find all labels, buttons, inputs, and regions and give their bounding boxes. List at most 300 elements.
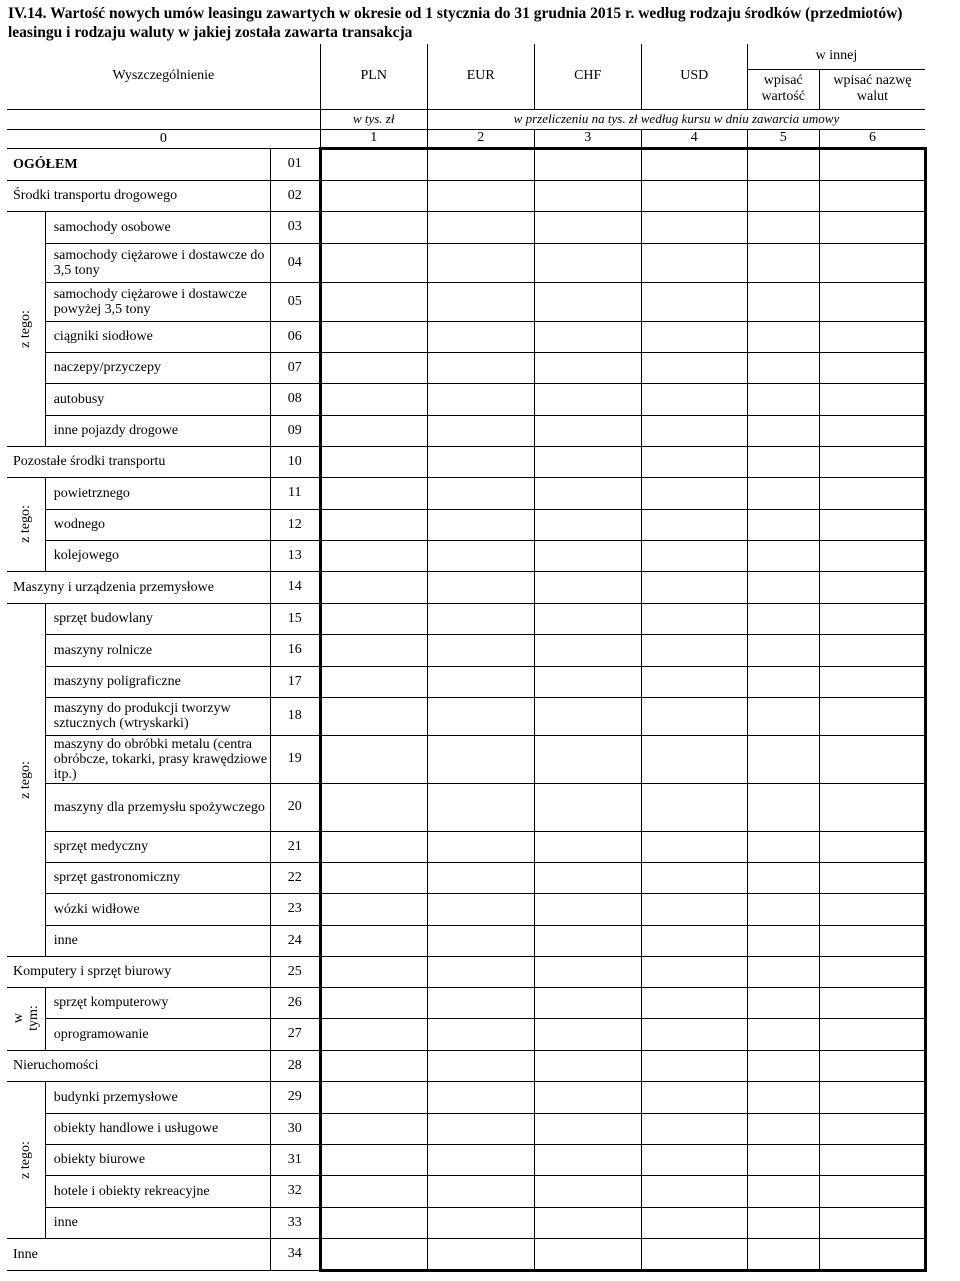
group-label bbox=[7, 1081, 45, 1238]
col-num-3: 3 bbox=[534, 129, 641, 148]
data-cell-col-2[interactable] bbox=[427, 243, 534, 282]
data-cell-col-4[interactable] bbox=[641, 415, 747, 446]
data-cell-col-1[interactable] bbox=[320, 446, 427, 477]
data-cell-col-3[interactable] bbox=[534, 987, 641, 1018]
data-cell-col-4[interactable] bbox=[641, 893, 747, 925]
row-label: sprzęt komputerowy bbox=[45, 987, 270, 1018]
data-cell-col-3[interactable] bbox=[534, 148, 641, 180]
data-cell-col-5[interactable] bbox=[747, 697, 819, 735]
data-cell-col-1[interactable] bbox=[320, 383, 427, 415]
data-cell-col-4[interactable] bbox=[641, 1081, 747, 1113]
row-code: 08 bbox=[270, 383, 320, 415]
row-label: maszyny rolnicze bbox=[45, 634, 270, 666]
data-cell-col-4[interactable] bbox=[641, 1175, 747, 1207]
data-cell-col-6[interactable] bbox=[819, 282, 925, 321]
data-cell-col-6[interactable] bbox=[819, 1207, 925, 1238]
col-num-5: 5 bbox=[747, 129, 819, 148]
data-cell-col-1[interactable] bbox=[320, 831, 427, 862]
data-cell-col-2[interactable] bbox=[427, 180, 534, 211]
data-cell-col-5[interactable] bbox=[747, 571, 819, 603]
data-cell-col-4[interactable] bbox=[641, 1050, 747, 1081]
data-cell-col-2[interactable] bbox=[427, 415, 534, 446]
data-cell-col-1[interactable] bbox=[320, 634, 427, 666]
data-cell-col-2[interactable] bbox=[427, 893, 534, 925]
data-cell-col-6[interactable] bbox=[819, 893, 925, 925]
row-label: wózki widłowe bbox=[45, 893, 270, 925]
row-label: autobusy bbox=[45, 383, 270, 415]
group-label-text: z tego: bbox=[17, 760, 33, 799]
row-label: obiekty handlowe i usługowe bbox=[45, 1113, 270, 1144]
row-label: maszyny dla przemysłu spożywczego bbox=[45, 783, 270, 831]
data-cell-col-5[interactable] bbox=[747, 1144, 819, 1175]
table-row bbox=[7, 735, 925, 783]
data-cell-col-6[interactable] bbox=[819, 477, 925, 509]
data-cell-col-2[interactable] bbox=[427, 1081, 534, 1113]
group-label bbox=[7, 477, 45, 571]
data-cell-col-3[interactable] bbox=[534, 571, 641, 603]
data-cell-col-2[interactable] bbox=[427, 634, 534, 666]
data-cell-col-1[interactable] bbox=[320, 925, 427, 956]
data-cell-col-1[interactable] bbox=[320, 862, 427, 893]
row-label: maszyny poligraficzne bbox=[45, 666, 270, 697]
data-cell-col-6[interactable] bbox=[819, 321, 925, 352]
data-cell-col-3[interactable] bbox=[534, 1018, 641, 1050]
group-label-text: z tego: bbox=[17, 309, 33, 348]
data-cell-col-2[interactable] bbox=[427, 831, 534, 862]
data-cell-col-1[interactable] bbox=[320, 211, 427, 243]
data-cell-col-5[interactable] bbox=[747, 383, 819, 415]
data-cell-col-1[interactable] bbox=[320, 1018, 427, 1050]
unit-other: w przeliczeniu na tys. zł według kursu w dniu zawarcia umowy bbox=[427, 109, 925, 129]
table-row bbox=[7, 180, 925, 211]
data-cell-col-2[interactable] bbox=[427, 603, 534, 634]
data-cell-col-1[interactable] bbox=[320, 540, 427, 571]
data-cell-col-3[interactable] bbox=[534, 697, 641, 735]
data-cell-col-3[interactable] bbox=[534, 446, 641, 477]
table-row bbox=[7, 415, 925, 446]
data-cell-col-2[interactable] bbox=[427, 282, 534, 321]
row-label: Komputery i sprzęt biurowy bbox=[7, 956, 270, 987]
data-cell-col-6[interactable] bbox=[819, 352, 925, 383]
table-row bbox=[7, 783, 925, 831]
row-label: naczepy/przyczepy bbox=[45, 352, 270, 383]
data-cell-col-2[interactable] bbox=[427, 1050, 534, 1081]
row-code: 07 bbox=[270, 352, 320, 383]
data-cell-col-5[interactable] bbox=[747, 446, 819, 477]
row-code: 14 bbox=[270, 571, 320, 603]
table-row bbox=[7, 925, 925, 956]
data-cell-col-1[interactable] bbox=[320, 956, 427, 987]
row-code: 04 bbox=[270, 243, 320, 282]
data-cell-col-3[interactable] bbox=[534, 925, 641, 956]
data-cell-col-5[interactable] bbox=[747, 148, 819, 180]
data-cell-col-2[interactable] bbox=[427, 987, 534, 1018]
table-row bbox=[7, 352, 925, 383]
row-code: 06 bbox=[270, 321, 320, 352]
group-label-text: z tego: bbox=[17, 505, 33, 543]
data-cell-col-1[interactable] bbox=[320, 180, 427, 211]
row-label: inne bbox=[45, 925, 270, 956]
data-cell-col-3[interactable] bbox=[534, 1081, 641, 1113]
row-code: 26 bbox=[270, 987, 320, 1018]
row-label: samochody ciężarowe i dostawcze do 3,5 tony bbox=[45, 243, 270, 282]
table-row bbox=[7, 540, 925, 571]
data-cell-col-4[interactable] bbox=[641, 383, 747, 415]
data-cell-col-6[interactable] bbox=[819, 1050, 925, 1081]
data-cell-col-6[interactable] bbox=[819, 987, 925, 1018]
data-cell-col-3[interactable] bbox=[534, 383, 641, 415]
table-row bbox=[7, 697, 925, 735]
data-cell-col-6[interactable] bbox=[819, 1144, 925, 1175]
data-cell-col-2[interactable] bbox=[427, 1175, 534, 1207]
data-cell-col-2[interactable] bbox=[427, 697, 534, 735]
data-cell-col-1[interactable] bbox=[320, 1050, 427, 1081]
table-row bbox=[7, 571, 925, 603]
table-title: IV.14. Wartość nowych umów leasingu zawartych w okresie od 1 stycznia do 31 grudnia 2015 r. według rodzaju środków (przedmiotów) leasingu i rodzaju waluty w jakiej została zawarta transakcja bbox=[8, 5, 903, 41]
data-cell-col-1[interactable] bbox=[320, 1207, 427, 1238]
data-cell-col-4[interactable] bbox=[641, 634, 747, 666]
data-cell-col-3[interactable] bbox=[534, 783, 641, 831]
table-row bbox=[7, 477, 925, 509]
table-row bbox=[7, 446, 925, 477]
table-row bbox=[7, 956, 925, 987]
col-num-6: 6 bbox=[819, 129, 925, 148]
row-label: sprzęt medyczny bbox=[45, 831, 270, 862]
data-cell-col-4[interactable] bbox=[641, 862, 747, 893]
spec-header: Wyszczególnienie bbox=[7, 44, 320, 109]
data-cell-col-4[interactable] bbox=[641, 243, 747, 282]
group-label bbox=[7, 603, 45, 956]
data-cell-col-1[interactable] bbox=[320, 282, 427, 321]
data-cell-col-5[interactable] bbox=[747, 1018, 819, 1050]
data-cell-col-1[interactable] bbox=[320, 243, 427, 282]
data-cell-col-4[interactable] bbox=[641, 477, 747, 509]
data-cell-col-5[interactable] bbox=[747, 987, 819, 1018]
row-code: 24 bbox=[270, 925, 320, 956]
data-cell-col-1[interactable] bbox=[320, 415, 427, 446]
data-cell-col-2[interactable] bbox=[427, 1238, 534, 1270]
data-cell-col-4[interactable] bbox=[641, 987, 747, 1018]
data-cell-col-5[interactable] bbox=[747, 1081, 819, 1113]
row-label: Środki transportu drogowego bbox=[7, 180, 270, 211]
data-cell-col-4[interactable] bbox=[641, 571, 747, 603]
data-cell-col-2[interactable] bbox=[427, 925, 534, 956]
row-label: Pozostałe środki transportu bbox=[7, 446, 270, 477]
data-cell-col-2[interactable] bbox=[427, 1018, 534, 1050]
data-cell-col-5[interactable] bbox=[747, 509, 819, 540]
data-cell-col-3[interactable] bbox=[534, 509, 641, 540]
data-cell-col-3[interactable] bbox=[534, 540, 641, 571]
data-cell-col-1[interactable] bbox=[320, 321, 427, 352]
data-cell-col-1[interactable] bbox=[320, 1144, 427, 1175]
data-cell-col-2[interactable] bbox=[427, 446, 534, 477]
row-label: ciągniki siodłowe bbox=[45, 321, 270, 352]
data-cell-col-4[interactable] bbox=[641, 211, 747, 243]
data-cell-col-3[interactable] bbox=[534, 211, 641, 243]
data-cell-col-1[interactable] bbox=[320, 571, 427, 603]
col-num-1: 1 bbox=[320, 129, 427, 148]
data-cell-col-4[interactable] bbox=[641, 540, 747, 571]
table-row bbox=[7, 666, 925, 697]
data-cell-col-2[interactable] bbox=[427, 1207, 534, 1238]
data-cell-col-3[interactable] bbox=[534, 1175, 641, 1207]
data-cell-col-4[interactable] bbox=[641, 783, 747, 831]
data-cell-col-6[interactable] bbox=[819, 925, 925, 956]
data-cell-col-1[interactable] bbox=[320, 987, 427, 1018]
data-cell-col-6[interactable] bbox=[819, 783, 925, 831]
data-cell-col-5[interactable] bbox=[747, 1113, 819, 1144]
table-row bbox=[7, 282, 925, 321]
data-cell-col-2[interactable] bbox=[427, 956, 534, 987]
data-cell-col-5[interactable] bbox=[747, 831, 819, 862]
row-code: 32 bbox=[270, 1175, 320, 1207]
data-cell-col-3[interactable] bbox=[534, 956, 641, 987]
table-row bbox=[7, 1081, 925, 1113]
row-code: 05 bbox=[270, 282, 320, 321]
data-cell-col-3[interactable] bbox=[534, 893, 641, 925]
data-cell-col-5[interactable] bbox=[747, 321, 819, 352]
data-cell-col-1[interactable] bbox=[320, 603, 427, 634]
data-cell-col-1[interactable] bbox=[320, 148, 427, 180]
row-label: samochody osobowe bbox=[45, 211, 270, 243]
data-cell-col-4[interactable] bbox=[641, 352, 747, 383]
data-cell-col-6[interactable] bbox=[819, 831, 925, 862]
row-label: maszyny do obróbki metalu (centra obróbcze, tokarki, prasy krawędziowe itp.) bbox=[45, 735, 270, 783]
data-cell-col-1[interactable] bbox=[320, 666, 427, 697]
data-cell-col-3[interactable] bbox=[534, 634, 641, 666]
row-label: wodnego bbox=[45, 509, 270, 540]
data-cell-col-5[interactable] bbox=[747, 282, 819, 321]
data-cell-col-1[interactable] bbox=[320, 509, 427, 540]
data-cell-col-2[interactable] bbox=[427, 477, 534, 509]
row-label: Inne bbox=[7, 1238, 270, 1270]
data-cell-col-6[interactable] bbox=[819, 956, 925, 987]
data-cell-col-2[interactable] bbox=[427, 1113, 534, 1144]
data-cell-col-4[interactable] bbox=[641, 1207, 747, 1238]
data-cell-col-4[interactable] bbox=[641, 956, 747, 987]
data-cell-col-4[interactable] bbox=[641, 666, 747, 697]
data-cell-col-2[interactable] bbox=[427, 571, 534, 603]
data-cell-col-6[interactable] bbox=[819, 1018, 925, 1050]
data-cell-col-2[interactable] bbox=[427, 383, 534, 415]
data-cell-col-1[interactable] bbox=[320, 1081, 427, 1113]
data-cell-col-2[interactable] bbox=[427, 735, 534, 783]
data-cell-col-5[interactable] bbox=[747, 415, 819, 446]
data-cell-col-6[interactable] bbox=[819, 1113, 925, 1144]
data-cell-col-5[interactable] bbox=[747, 540, 819, 571]
row-label: maszyny do produkcji tworzyw sztucznych (wtryskarki) bbox=[45, 697, 270, 735]
other-currency-header: w innej bbox=[747, 44, 925, 69]
data-cell-col-6[interactable] bbox=[819, 383, 925, 415]
data-cell-col-6[interactable] bbox=[819, 540, 925, 571]
data-cell-col-5[interactable] bbox=[747, 666, 819, 697]
data-cell-col-3[interactable] bbox=[534, 831, 641, 862]
data-cell-col-2[interactable] bbox=[427, 211, 534, 243]
data-cell-col-2[interactable] bbox=[427, 352, 534, 383]
data-cell-col-6[interactable] bbox=[819, 180, 925, 211]
data-cell-col-5[interactable] bbox=[747, 1207, 819, 1238]
row-code: 16 bbox=[270, 634, 320, 666]
data-cell-col-5[interactable] bbox=[747, 925, 819, 956]
data-cell-col-5[interactable] bbox=[747, 735, 819, 783]
data-cell-col-5[interactable] bbox=[747, 180, 819, 211]
data-cell-col-1[interactable] bbox=[320, 1175, 427, 1207]
table-row bbox=[7, 1238, 925, 1270]
data-cell-col-4[interactable] bbox=[641, 1238, 747, 1270]
row-code: 22 bbox=[270, 862, 320, 893]
data-cell-col-3[interactable] bbox=[534, 1144, 641, 1175]
data-cell-col-1[interactable] bbox=[320, 697, 427, 735]
data-cell-col-1[interactable] bbox=[320, 783, 427, 831]
data-cell-col-4[interactable] bbox=[641, 446, 747, 477]
chf-header: CHF bbox=[534, 44, 641, 109]
data-cell-col-6[interactable] bbox=[819, 603, 925, 634]
table-row bbox=[7, 211, 925, 243]
data-cell-col-2[interactable] bbox=[427, 783, 534, 831]
row-label: sprzęt gastronomiczny bbox=[45, 862, 270, 893]
data-cell-col-5[interactable] bbox=[747, 243, 819, 282]
data-cell-col-6[interactable] bbox=[819, 446, 925, 477]
data-cell-col-6[interactable] bbox=[819, 1081, 925, 1113]
data-cell-col-4[interactable] bbox=[641, 509, 747, 540]
data-cell-col-4[interactable] bbox=[641, 925, 747, 956]
data-cell-col-3[interactable] bbox=[534, 243, 641, 282]
row-code: 19 bbox=[270, 735, 320, 783]
other-value-header: wpisać wartość bbox=[747, 69, 819, 109]
data-cell-col-6[interactable] bbox=[819, 1175, 925, 1207]
data-cell-col-6[interactable] bbox=[819, 666, 925, 697]
data-cell-col-5[interactable] bbox=[747, 783, 819, 831]
data-cell-col-4[interactable] bbox=[641, 735, 747, 783]
data-cell-col-5[interactable] bbox=[747, 603, 819, 634]
data-cell-col-5[interactable] bbox=[747, 956, 819, 987]
data-cell-col-4[interactable] bbox=[641, 1113, 747, 1144]
data-cell-col-3[interactable] bbox=[534, 862, 641, 893]
row-code: 01 bbox=[270, 148, 320, 180]
row-label: sprzęt budowlany bbox=[45, 603, 270, 634]
group-label-text: w tym: bbox=[10, 1005, 41, 1031]
data-cell-col-3[interactable] bbox=[534, 1207, 641, 1238]
table-row bbox=[7, 383, 925, 415]
row-label: inne bbox=[45, 1207, 270, 1238]
group-label bbox=[7, 211, 45, 446]
data-cell-col-6[interactable] bbox=[819, 697, 925, 735]
table-row bbox=[7, 1144, 925, 1175]
table-row bbox=[7, 509, 925, 540]
table-row bbox=[7, 831, 925, 862]
data-cell-col-1[interactable] bbox=[320, 893, 427, 925]
data-cell-col-5[interactable] bbox=[747, 477, 819, 509]
row-label: powietrznego bbox=[45, 477, 270, 509]
data-cell-col-6[interactable] bbox=[819, 243, 925, 282]
data-cell-col-3[interactable] bbox=[534, 321, 641, 352]
row-code: 21 bbox=[270, 831, 320, 862]
data-cell-col-2[interactable] bbox=[427, 862, 534, 893]
data-cell-col-5[interactable] bbox=[747, 211, 819, 243]
data-cell-col-6[interactable] bbox=[819, 862, 925, 893]
row-label: budynki przemysłowe bbox=[45, 1081, 270, 1113]
data-cell-col-2[interactable] bbox=[427, 666, 534, 697]
data-cell-col-3[interactable] bbox=[534, 1113, 641, 1144]
data-cell-col-3[interactable] bbox=[534, 415, 641, 446]
data-cell-col-4[interactable] bbox=[641, 180, 747, 211]
data-cell-col-3[interactable] bbox=[534, 180, 641, 211]
data-cell-col-5[interactable] bbox=[747, 634, 819, 666]
row-code: 13 bbox=[270, 540, 320, 571]
data-cell-col-3[interactable] bbox=[534, 352, 641, 383]
row-label: Nieruchomości bbox=[7, 1050, 270, 1081]
data-cell-col-6[interactable] bbox=[819, 1238, 925, 1270]
data-cell-col-6[interactable] bbox=[819, 211, 925, 243]
row-code: 25 bbox=[270, 956, 320, 987]
row-code: 12 bbox=[270, 509, 320, 540]
data-cell-col-2[interactable] bbox=[427, 509, 534, 540]
data-cell-col-3[interactable] bbox=[534, 1238, 641, 1270]
data-cell-col-1[interactable] bbox=[320, 1238, 427, 1270]
data-cell-col-5[interactable] bbox=[747, 1175, 819, 1207]
data-cell-col-6[interactable] bbox=[819, 415, 925, 446]
data-cell-col-4[interactable] bbox=[641, 148, 747, 180]
row-code: 03 bbox=[270, 211, 320, 243]
table-row bbox=[7, 1018, 925, 1050]
data-cell-col-4[interactable] bbox=[641, 321, 747, 352]
data-cell-col-1[interactable] bbox=[320, 352, 427, 383]
data-cell-col-2[interactable] bbox=[427, 321, 534, 352]
data-cell-col-6[interactable] bbox=[819, 571, 925, 603]
data-cell-col-1[interactable] bbox=[320, 477, 427, 509]
row-code: 33 bbox=[270, 1207, 320, 1238]
data-cell-col-4[interactable] bbox=[641, 1018, 747, 1050]
row-code: 02 bbox=[270, 180, 320, 211]
data-cell-col-2[interactable] bbox=[427, 148, 534, 180]
data-cell-col-5[interactable] bbox=[747, 862, 819, 893]
data-cell-col-3[interactable] bbox=[534, 735, 641, 783]
row-code: 15 bbox=[270, 603, 320, 634]
data-cell-col-6[interactable] bbox=[819, 634, 925, 666]
data-cell-col-5[interactable] bbox=[747, 1238, 819, 1270]
row-code: 17 bbox=[270, 666, 320, 697]
row-label: samochody ciężarowe i dostawcze powyżej 3,5 tony bbox=[45, 282, 270, 321]
row-code: 09 bbox=[270, 415, 320, 446]
data-cell-col-4[interactable] bbox=[641, 603, 747, 634]
data-cell-col-6[interactable] bbox=[819, 735, 925, 783]
data-cell-col-3[interactable] bbox=[534, 1050, 641, 1081]
data-cell-col-3[interactable] bbox=[534, 477, 641, 509]
data-cell-col-1[interactable] bbox=[320, 735, 427, 783]
row-label: hotele i obiekty rekreacyjne bbox=[45, 1175, 270, 1207]
data-cell-col-6[interactable] bbox=[819, 148, 925, 180]
data-cell-col-3[interactable] bbox=[534, 282, 641, 321]
row-code: 29 bbox=[270, 1081, 320, 1113]
data-cell-col-2[interactable] bbox=[427, 540, 534, 571]
row-code: 27 bbox=[270, 1018, 320, 1050]
eur-header: EUR bbox=[427, 44, 534, 109]
data-cell-col-5[interactable] bbox=[747, 352, 819, 383]
data-cell-col-6[interactable] bbox=[819, 509, 925, 540]
data-cell-col-1[interactable] bbox=[320, 1113, 427, 1144]
row-label: obiekty biurowe bbox=[45, 1144, 270, 1175]
data-cell-col-4[interactable] bbox=[641, 1144, 747, 1175]
data-cell-col-2[interactable] bbox=[427, 1144, 534, 1175]
data-cell-col-4[interactable] bbox=[641, 831, 747, 862]
data-cell-col-4[interactable] bbox=[641, 697, 747, 735]
data-cell-col-5[interactable] bbox=[747, 1050, 819, 1081]
data-cell-col-3[interactable] bbox=[534, 603, 641, 634]
data-cell-col-3[interactable] bbox=[534, 666, 641, 697]
row-code: 10 bbox=[270, 446, 320, 477]
data-cell-col-5[interactable] bbox=[747, 893, 819, 925]
data-cell-col-4[interactable] bbox=[641, 282, 747, 321]
